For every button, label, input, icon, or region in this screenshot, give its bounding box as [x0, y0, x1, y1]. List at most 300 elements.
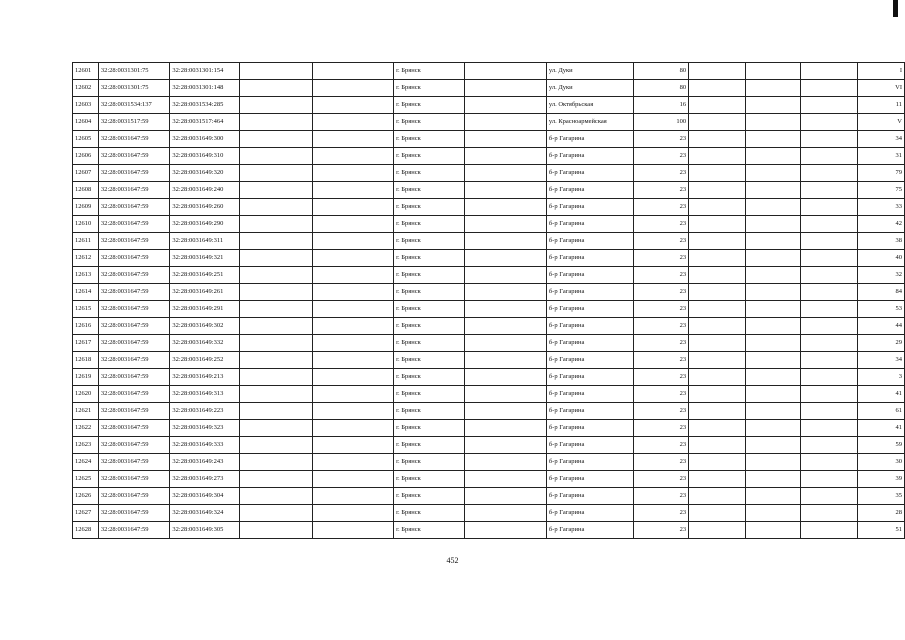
- cell-street: б-р Гагарина: [546, 250, 633, 267]
- cell-blank-a: [240, 165, 313, 182]
- cell-city: г. Брянск: [394, 216, 465, 233]
- cell-cadastral-parent: 32:28:0031647:59: [98, 454, 170, 471]
- cell-blank-d: [689, 80, 746, 97]
- cell-blank-d: [689, 488, 746, 505]
- cell-room-number: 53: [857, 301, 904, 318]
- cell-city: г. Брянск: [394, 114, 465, 131]
- cell-cadastral-number: 32:28:0031649:261: [170, 284, 240, 301]
- cell-cadastral-parent: 32:28:0031647:59: [98, 250, 170, 267]
- cell-blank-b: [313, 80, 394, 97]
- cell-row-number: 12619: [73, 369, 99, 386]
- cell-room-number: 33: [857, 199, 904, 216]
- cell-street: б-р Гагарина: [546, 386, 633, 403]
- cell-street: б-р Гагарина: [546, 369, 633, 386]
- cell-city: г. Брянск: [394, 301, 465, 318]
- cell-room-number: 61: [857, 403, 904, 420]
- cell-blank-e: [745, 250, 801, 267]
- cell-street: б-р Гагарина: [546, 267, 633, 284]
- cell-blank-f: [801, 335, 858, 352]
- table-row: [73, 301, 905, 318]
- cell-city: г. Брянск: [394, 335, 465, 352]
- cell-blank-c: [464, 420, 546, 437]
- cell-blank-a: [240, 114, 313, 131]
- cell-blank-e: [745, 454, 801, 471]
- cell-blank-b: [313, 488, 394, 505]
- cell-blank-b: [313, 182, 394, 199]
- cell-room-number: 51: [857, 522, 904, 539]
- cell-street: б-р Гагарина: [546, 352, 633, 369]
- cell-blank-c: [464, 318, 546, 335]
- table-row: [73, 63, 905, 80]
- cell-house-number: 23: [634, 369, 689, 386]
- cell-blank-f: [801, 471, 858, 488]
- cell-blank-b: [313, 284, 394, 301]
- cell-street: б-р Гагарина: [546, 131, 633, 148]
- cell-street: б-р Гагарина: [546, 284, 633, 301]
- cell-row-number: 12606: [73, 148, 99, 165]
- cell-cadastral-number: 32:28:0031534:285: [170, 97, 240, 114]
- cell-city: г. Брянск: [394, 522, 465, 539]
- cell-blank-e: [745, 165, 801, 182]
- cell-blank-a: [240, 437, 313, 454]
- table-row: [73, 216, 905, 233]
- cell-cadastral-parent: 32:28:0031647:59: [98, 403, 170, 420]
- cell-room-number: 84: [857, 284, 904, 301]
- cell-blank-d: [689, 454, 746, 471]
- cell-blank-c: [464, 131, 546, 148]
- cell-street: б-р Гагарина: [546, 522, 633, 539]
- cell-blank-a: [240, 80, 313, 97]
- cell-blank-b: [313, 471, 394, 488]
- cell-room-number: 30: [857, 454, 904, 471]
- cell-house-number: 23: [634, 301, 689, 318]
- cell-blank-e: [745, 369, 801, 386]
- cell-blank-e: [745, 420, 801, 437]
- cell-house-number: 100: [634, 114, 689, 131]
- cell-blank-d: [689, 165, 746, 182]
- cell-room-number: 40: [857, 250, 904, 267]
- cell-blank-b: [313, 437, 394, 454]
- cell-street: б-р Гагарина: [546, 488, 633, 505]
- cell-row-number: 12611: [73, 233, 99, 250]
- cell-cadastral-parent: 32:28:0031647:59: [98, 352, 170, 369]
- cell-house-number: 23: [634, 233, 689, 250]
- cell-cadastral-parent: 32:28:0031647:59: [98, 199, 170, 216]
- cell-blank-f: [801, 318, 858, 335]
- cell-city: г. Брянск: [394, 131, 465, 148]
- cell-blank-c: [464, 165, 546, 182]
- cell-cadastral-parent: 32:28:0031647:59: [98, 165, 170, 182]
- table-row: [73, 403, 905, 420]
- cell-cadastral-number: 32:28:0031649:333: [170, 437, 240, 454]
- cell-blank-d: [689, 250, 746, 267]
- cell-house-number: 23: [634, 165, 689, 182]
- cell-cadastral-parent: 32:28:0031647:59: [98, 437, 170, 454]
- cell-row-number: 12625: [73, 471, 99, 488]
- cell-blank-a: [240, 148, 313, 165]
- cell-row-number: 12607: [73, 165, 99, 182]
- cell-row-number: 12614: [73, 284, 99, 301]
- registry-table: [72, 62, 905, 539]
- cell-blank-e: [745, 284, 801, 301]
- cell-blank-b: [313, 386, 394, 403]
- cell-blank-c: [464, 352, 546, 369]
- cell-row-number: 12608: [73, 182, 99, 199]
- cell-blank-b: [313, 97, 394, 114]
- cell-blank-b: [313, 267, 394, 284]
- cell-street: б-р Гагарина: [546, 420, 633, 437]
- cell-blank-f: [801, 216, 858, 233]
- table-row: [73, 182, 905, 199]
- cell-row-number: 12621: [73, 403, 99, 420]
- cell-row-number: 12617: [73, 335, 99, 352]
- cell-blank-d: [689, 437, 746, 454]
- cell-city: г. Брянск: [394, 80, 465, 97]
- cell-room-number: 44: [857, 318, 904, 335]
- cell-cadastral-number: 32:28:0031649:332: [170, 335, 240, 352]
- cell-cadastral-number: 32:28:0031649:313: [170, 386, 240, 403]
- table-row: [73, 250, 905, 267]
- cell-city: г. Брянск: [394, 505, 465, 522]
- cell-blank-c: [464, 488, 546, 505]
- cell-blank-e: [745, 114, 801, 131]
- cell-blank-a: [240, 420, 313, 437]
- cell-cadastral-parent: 32:28:0031647:59: [98, 369, 170, 386]
- cell-street: б-р Гагарина: [546, 505, 633, 522]
- scan-corner-mark: [893, 0, 898, 17]
- cell-city: г. Брянск: [394, 420, 465, 437]
- cell-blank-d: [689, 386, 746, 403]
- cell-blank-c: [464, 403, 546, 420]
- cell-blank-f: [801, 233, 858, 250]
- cell-street: ул. Дуки: [546, 63, 633, 80]
- cell-house-number: 23: [634, 420, 689, 437]
- cell-house-number: 23: [634, 182, 689, 199]
- cell-cadastral-number: 32:28:0031649:320: [170, 165, 240, 182]
- cell-blank-f: [801, 63, 858, 80]
- table-row: [73, 199, 905, 216]
- cell-blank-a: [240, 131, 313, 148]
- cell-row-number: 12628: [73, 522, 99, 539]
- cell-blank-b: [313, 505, 394, 522]
- cell-room-number: V: [857, 114, 904, 131]
- cell-street: б-р Гагарина: [546, 182, 633, 199]
- cell-cadastral-number: 32:28:0031649:324: [170, 505, 240, 522]
- cell-blank-f: [801, 386, 858, 403]
- table-row: [73, 284, 905, 301]
- cell-room-number: 3: [857, 369, 904, 386]
- cell-blank-e: [745, 505, 801, 522]
- cell-cadastral-parent: 32:28:0031647:59: [98, 471, 170, 488]
- cell-blank-b: [313, 199, 394, 216]
- cell-city: г. Брянск: [394, 267, 465, 284]
- cell-blank-c: [464, 522, 546, 539]
- cell-cadastral-number: 32:28:0031649:260: [170, 199, 240, 216]
- cell-blank-d: [689, 420, 746, 437]
- cell-city: г. Брянск: [394, 148, 465, 165]
- cell-blank-c: [464, 63, 546, 80]
- cell-cadastral-number: 32:28:0031517:464: [170, 114, 240, 131]
- cell-street: б-р Гагарина: [546, 148, 633, 165]
- cell-blank-a: [240, 369, 313, 386]
- cell-house-number: 80: [634, 80, 689, 97]
- cell-blank-d: [689, 505, 746, 522]
- cell-street: б-р Гагарина: [546, 335, 633, 352]
- table-row: [73, 386, 905, 403]
- cell-room-number: 41: [857, 420, 904, 437]
- cell-blank-e: [745, 131, 801, 148]
- cell-street: б-р Гагарина: [546, 454, 633, 471]
- cell-blank-a: [240, 386, 313, 403]
- cell-blank-e: [745, 63, 801, 80]
- cell-blank-a: [240, 267, 313, 284]
- cell-blank-a: [240, 199, 313, 216]
- cell-cadastral-parent: 32:28:0031647:59: [98, 233, 170, 250]
- table-row: [73, 267, 905, 284]
- table-row: [73, 131, 905, 148]
- cell-blank-d: [689, 199, 746, 216]
- cell-cadastral-number: 32:28:0031649:311: [170, 233, 240, 250]
- cell-blank-d: [689, 233, 746, 250]
- cell-cadastral-parent: 32:28:0031647:59: [98, 505, 170, 522]
- cell-blank-a: [240, 335, 313, 352]
- cell-blank-e: [745, 403, 801, 420]
- cell-blank-b: [313, 420, 394, 437]
- cell-cadastral-parent: 32:28:0031647:59: [98, 131, 170, 148]
- cell-blank-b: [313, 352, 394, 369]
- cell-house-number: 23: [634, 403, 689, 420]
- table-row: [73, 522, 905, 539]
- cell-blank-e: [745, 437, 801, 454]
- cell-blank-d: [689, 97, 746, 114]
- cell-row-number: 12626: [73, 488, 99, 505]
- table-row: [73, 505, 905, 522]
- cell-cadastral-parent: 32:28:0031647:59: [98, 335, 170, 352]
- cell-blank-f: [801, 131, 858, 148]
- cell-city: г. Брянск: [394, 250, 465, 267]
- cell-row-number: 12602: [73, 80, 99, 97]
- cell-row-number: 12624: [73, 454, 99, 471]
- cell-blank-a: [240, 284, 313, 301]
- cell-blank-c: [464, 97, 546, 114]
- cell-blank-a: [240, 488, 313, 505]
- cell-row-number: 12612: [73, 250, 99, 267]
- cell-blank-e: [745, 97, 801, 114]
- cell-city: г. Брянск: [394, 199, 465, 216]
- cell-cadastral-number: 32:28:0031649:223: [170, 403, 240, 420]
- cell-house-number: 23: [634, 386, 689, 403]
- cell-blank-a: [240, 403, 313, 420]
- cell-room-number: VI: [857, 80, 904, 97]
- cell-blank-d: [689, 267, 746, 284]
- cell-row-number: 12620: [73, 386, 99, 403]
- cell-blank-e: [745, 182, 801, 199]
- cell-cadastral-number: 32:28:0031649:240: [170, 182, 240, 199]
- cell-blank-c: [464, 114, 546, 131]
- table-row: [73, 352, 905, 369]
- cell-cadastral-number: 32:28:0031649:304: [170, 488, 240, 505]
- cell-street: ул. Октябрьская: [546, 97, 633, 114]
- cell-room-number: I: [857, 63, 904, 80]
- cell-blank-c: [464, 250, 546, 267]
- cell-blank-b: [313, 216, 394, 233]
- cell-house-number: 16: [634, 97, 689, 114]
- cell-row-number: 12605: [73, 131, 99, 148]
- cell-city: г. Брянск: [394, 182, 465, 199]
- cell-street: б-р Гагарина: [546, 301, 633, 318]
- cell-house-number: 23: [634, 216, 689, 233]
- cell-blank-f: [801, 505, 858, 522]
- cell-cadastral-number: 32:28:0031649:300: [170, 131, 240, 148]
- cell-cadastral-parent: 32:28:0031647:59: [98, 301, 170, 318]
- cell-blank-c: [464, 471, 546, 488]
- cell-blank-f: [801, 403, 858, 420]
- cell-room-number: 39: [857, 471, 904, 488]
- cell-blank-a: [240, 352, 313, 369]
- cell-row-number: 12615: [73, 301, 99, 318]
- cell-blank-d: [689, 522, 746, 539]
- cell-blank-c: [464, 335, 546, 352]
- cell-street: ул. Дуки: [546, 80, 633, 97]
- cell-blank-d: [689, 403, 746, 420]
- cell-cadastral-parent: 32:28:0031301:75: [98, 63, 170, 80]
- cell-street: б-р Гагарина: [546, 199, 633, 216]
- cell-cadastral-parent: 32:28:0031301:75: [98, 80, 170, 97]
- cell-city: г. Брянск: [394, 403, 465, 420]
- cell-blank-f: [801, 267, 858, 284]
- cell-blank-b: [313, 454, 394, 471]
- cell-room-number: 79: [857, 165, 904, 182]
- cell-city: г. Брянск: [394, 318, 465, 335]
- cell-blank-c: [464, 148, 546, 165]
- cell-blank-c: [464, 369, 546, 386]
- cell-blank-a: [240, 97, 313, 114]
- cell-blank-a: [240, 522, 313, 539]
- cell-house-number: 80: [634, 63, 689, 80]
- cell-blank-f: [801, 80, 858, 97]
- cell-blank-c: [464, 437, 546, 454]
- cell-blank-d: [689, 301, 746, 318]
- cell-cadastral-number: 32:28:0031649:273: [170, 471, 240, 488]
- cell-blank-e: [745, 233, 801, 250]
- cell-street: б-р Гагарина: [546, 216, 633, 233]
- cell-cadastral-number: 32:28:0031649:251: [170, 267, 240, 284]
- cell-row-number: 12604: [73, 114, 99, 131]
- cell-blank-e: [745, 471, 801, 488]
- cell-house-number: 23: [634, 148, 689, 165]
- cell-cadastral-parent: 32:28:0031647:59: [98, 267, 170, 284]
- cell-blank-d: [689, 369, 746, 386]
- cell-blank-a: [240, 233, 313, 250]
- cell-house-number: 23: [634, 284, 689, 301]
- cell-street: б-р Гагарина: [546, 437, 633, 454]
- cell-blank-a: [240, 250, 313, 267]
- cell-city: г. Брянск: [394, 97, 465, 114]
- cell-room-number: 11: [857, 97, 904, 114]
- cell-blank-f: [801, 488, 858, 505]
- cell-house-number: 23: [634, 318, 689, 335]
- cell-row-number: 12623: [73, 437, 99, 454]
- cell-blank-d: [689, 148, 746, 165]
- cell-row-number: 12618: [73, 352, 99, 369]
- table-row: [73, 488, 905, 505]
- cell-blank-e: [745, 80, 801, 97]
- cell-blank-e: [745, 318, 801, 335]
- cell-blank-f: [801, 369, 858, 386]
- table-row: [73, 148, 905, 165]
- cell-row-number: 12609: [73, 199, 99, 216]
- cell-blank-f: [801, 437, 858, 454]
- table-row: [73, 420, 905, 437]
- cell-blank-a: [240, 63, 313, 80]
- cell-cadastral-number: 32:28:0031649:305: [170, 522, 240, 539]
- cell-blank-e: [745, 352, 801, 369]
- cell-blank-d: [689, 114, 746, 131]
- cell-blank-b: [313, 165, 394, 182]
- cell-blank-c: [464, 182, 546, 199]
- cell-room-number: 42: [857, 216, 904, 233]
- cell-blank-c: [464, 233, 546, 250]
- cell-row-number: 12603: [73, 97, 99, 114]
- cell-row-number: 12601: [73, 63, 99, 80]
- cell-blank-c: [464, 267, 546, 284]
- cell-blank-c: [464, 386, 546, 403]
- cell-blank-d: [689, 471, 746, 488]
- cell-house-number: 23: [634, 199, 689, 216]
- cell-cadastral-parent: 32:28:0031647:59: [98, 284, 170, 301]
- cell-cadastral-parent: 32:28:0031647:59: [98, 420, 170, 437]
- cell-city: г. Брянск: [394, 369, 465, 386]
- cell-house-number: 23: [634, 488, 689, 505]
- cell-cadastral-parent: 32:28:0031647:59: [98, 148, 170, 165]
- cell-house-number: 23: [634, 250, 689, 267]
- cell-city: г. Брянск: [394, 63, 465, 80]
- cell-blank-f: [801, 522, 858, 539]
- cell-cadastral-number: 32:28:0031649:323: [170, 420, 240, 437]
- cell-blank-e: [745, 301, 801, 318]
- cell-cadastral-number: 32:28:0031649:310: [170, 148, 240, 165]
- cell-city: г. Брянск: [394, 386, 465, 403]
- cell-city: г. Брянск: [394, 233, 465, 250]
- cell-blank-f: [801, 284, 858, 301]
- cell-house-number: 23: [634, 471, 689, 488]
- table-row: [73, 80, 905, 97]
- cell-cadastral-number: 32:28:0031649:213: [170, 369, 240, 386]
- table-row: [73, 471, 905, 488]
- cell-blank-a: [240, 182, 313, 199]
- cell-cadastral-number: 32:28:0031649:321: [170, 250, 240, 267]
- cell-blank-b: [313, 403, 394, 420]
- cell-blank-e: [745, 267, 801, 284]
- cell-city: г. Брянск: [394, 352, 465, 369]
- cell-cadastral-parent: 32:28:0031534:137: [98, 97, 170, 114]
- cell-blank-b: [313, 369, 394, 386]
- page-number: 452: [446, 556, 459, 565]
- cell-row-number: 12610: [73, 216, 99, 233]
- cell-city: г. Брянск: [394, 284, 465, 301]
- cell-blank-d: [689, 182, 746, 199]
- cell-house-number: 23: [634, 505, 689, 522]
- table-row: [73, 454, 905, 471]
- cell-house-number: 23: [634, 335, 689, 352]
- table-row: [73, 318, 905, 335]
- cell-cadastral-parent: 32:28:0031647:59: [98, 182, 170, 199]
- cell-cadastral-parent: 32:28:0031647:59: [98, 216, 170, 233]
- cell-house-number: 23: [634, 454, 689, 471]
- cell-blank-b: [313, 522, 394, 539]
- cell-row-number: 12622: [73, 420, 99, 437]
- cell-blank-b: [313, 301, 394, 318]
